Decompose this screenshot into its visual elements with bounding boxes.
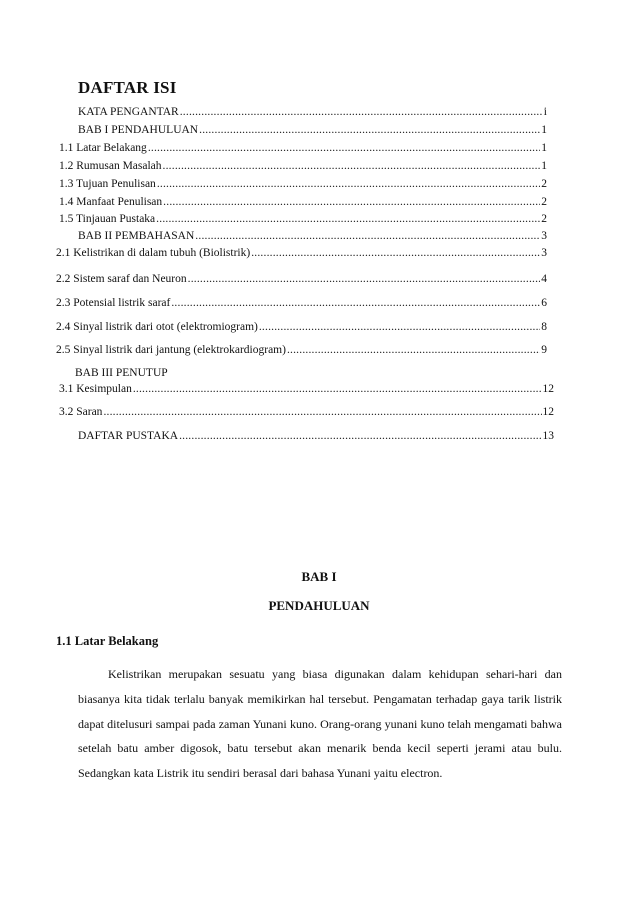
toc-entry-label: 2.1 Kelistrikan di dalam tubuh (Biolistrik): [56, 247, 251, 259]
toc-entry-label: 1.3 Tujuan Penulisan: [59, 178, 156, 190]
toc-entry-label: BAB I PENDAHULUAN: [78, 124, 199, 136]
toc-entry-label: 1.2 Rumusan Masalah: [59, 160, 162, 172]
toc-entry: [59, 382, 554, 396]
toc-entry: [56, 296, 547, 310]
toc-entry-label: 3.1 Kesimpulan: [59, 383, 132, 395]
toc-entry-page: 2: [541, 213, 547, 225]
toc-leader-dots: [133, 382, 542, 396]
toc-title: DAFTAR ISI: [78, 78, 177, 97]
body-paragraph: Kelistrikan merupakan sesuatu yang biasa digunakan dalam kehidupan sehari-hari dan biasanya kita tidak terlalu banyak memikirkan hal tersebut. Pengamatan terhadap gaya tarik listrik dapat ditelusuri sampai pada zaman Yunani kuno. Orang-orang yunani kuno telah mengamati bahwa setelah batu amber digosok, batu tersebut akan menarik benda kecil seperti jerami atau bulu. Sedangkan kata Listrik itu sendiri berasal dari bahasa Yunani yaitu electron.: [78, 667, 562, 781]
toc-entry: [56, 272, 547, 286]
toc-entry: [59, 159, 547, 173]
toc-entry-label: 2.5 Sinyal listrik dari jantung (elektrokardiogram): [56, 344, 286, 356]
toc-entry-page: 2: [541, 178, 547, 190]
toc-entry: [59, 141, 547, 155]
toc-leader-dots: [180, 105, 543, 119]
toc-entry-page: 12: [542, 406, 554, 418]
toc-leader-dots: [163, 195, 540, 209]
toc-entry-page: 1: [541, 160, 547, 172]
toc-entry-page: 2: [541, 196, 547, 208]
toc-entry-page: 3: [541, 230, 547, 242]
toc-leader-dots: [287, 343, 540, 357]
chapter-title: PENDAHULUAN: [268, 598, 370, 613]
toc-leader-dots: [188, 272, 541, 286]
toc-entry: [78, 123, 547, 137]
toc-entry-label: 1.1 Latar Belakang: [59, 142, 147, 154]
toc-entry: [59, 405, 554, 419]
toc-leader-dots: [199, 123, 540, 137]
toc-entry-label: 1.5 Tinjauan Pustaka: [59, 213, 156, 225]
toc-entry-label: 2.2 Sistem saraf dan Neuron: [56, 273, 187, 285]
toc-entry-page: 12: [542, 383, 554, 395]
toc-entry: [59, 212, 547, 226]
toc-leader-dots: [251, 246, 540, 260]
toc-leader-dots: [179, 429, 541, 443]
toc-leader-dots: [103, 405, 541, 419]
toc-entry-label: 1.4 Manfaat Penulisan: [59, 196, 163, 208]
toc-entry: [56, 320, 547, 334]
toc-leader-dots: [163, 159, 541, 173]
toc-entry-label: 3.2 Saran: [59, 406, 103, 418]
toc-leader-dots: [171, 296, 540, 310]
toc-entry-label: 2.4 Sinyal listrik dari otot (elektromiogram): [56, 321, 258, 333]
toc-entry-label: BAB II PEMBAHASAN: [78, 230, 195, 242]
toc-entry-page: 6: [541, 297, 547, 309]
toc-entry-page: 9: [541, 344, 547, 356]
toc-leader-dots: [148, 141, 540, 155]
toc-entry: [78, 229, 547, 243]
toc-entry-page: 8: [541, 321, 547, 333]
toc-entry: [59, 195, 547, 209]
toc-entry-label: 2.3 Potensial listrik saraf: [56, 297, 171, 309]
toc-entry: [56, 246, 547, 260]
toc-entry-page: 4: [541, 273, 547, 285]
section-heading: 1.1 Latar Belakang: [56, 634, 159, 648]
toc-leader-dots: [259, 320, 540, 334]
toc-leader-dots: [156, 212, 540, 226]
toc-bab3-heading: BAB III PENUTUP: [75, 367, 168, 379]
toc-entry-page: 1: [541, 124, 547, 136]
toc-entry-page: i: [543, 106, 547, 118]
toc-entry-page: 3: [541, 247, 547, 259]
toc-entry: [56, 343, 547, 357]
toc-entry-page: 13: [542, 430, 554, 442]
toc-entry-page: 1: [541, 142, 547, 154]
toc-entry-label: DAFTAR PUSTAKA: [78, 430, 179, 442]
toc-leader-dots: [195, 229, 540, 243]
toc-entry: [78, 105, 547, 119]
toc-entry-label: KATA PENGANTAR: [78, 106, 179, 118]
toc-entry: [59, 177, 547, 191]
toc-entry: [78, 429, 554, 443]
toc-leader-dots: [157, 177, 540, 191]
chapter-number: BAB I: [301, 569, 337, 584]
